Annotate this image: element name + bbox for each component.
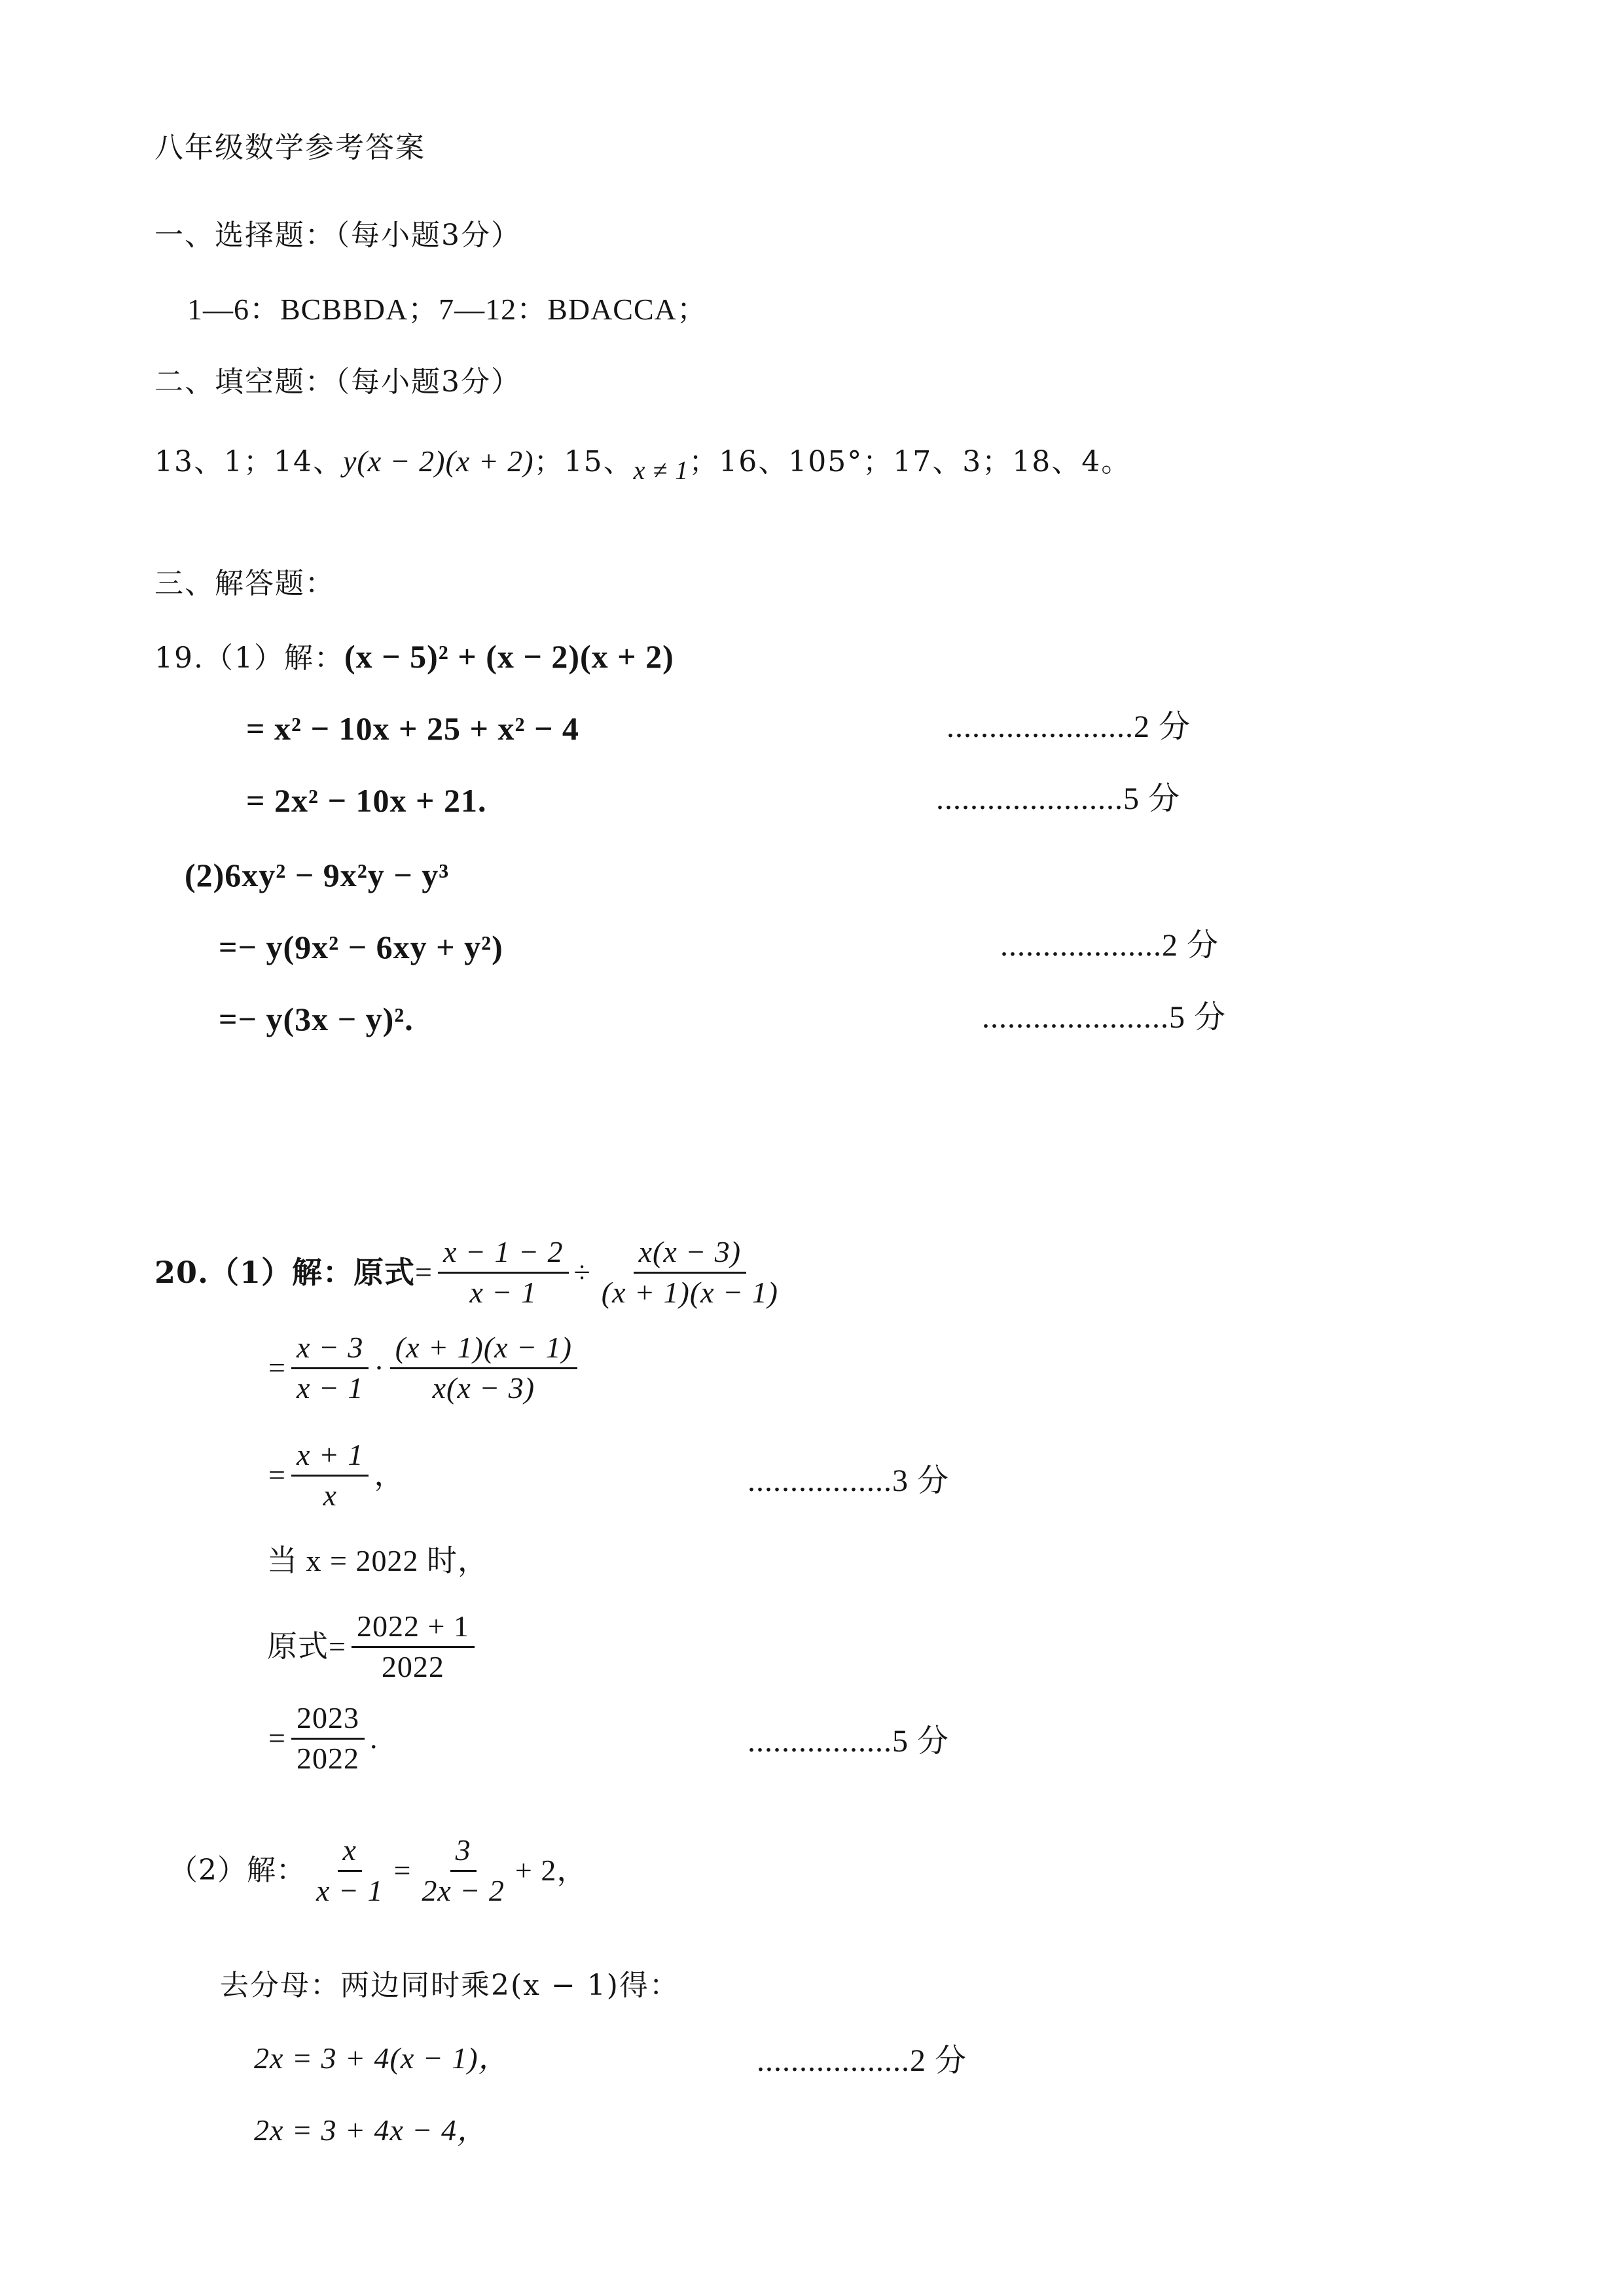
- equals-sign: =: [393, 1854, 412, 1888]
- equals-sign: =: [415, 1255, 433, 1289]
- answer-13-14-label: 13、1；14、: [154, 445, 343, 478]
- q19-p1-score-2: ......................2 分: [947, 709, 1191, 744]
- q20-when-x: 当 x = 2022 时，: [267, 1544, 488, 1577]
- equals-sign: =: [268, 1351, 286, 1385]
- equals-sign: =: [268, 1458, 286, 1492]
- q20-l3-fraction: $\frac{x + 1}{x}$: [291, 1439, 369, 1512]
- original-expression-label: 原式: [267, 1630, 329, 1664]
- divide-sign: ÷: [573, 1255, 591, 1289]
- comma: ，: [374, 1458, 405, 1492]
- q20-label: 20.（1）解：原式: [154, 1255, 416, 1291]
- q20-p1-score-5: .................5 分: [748, 1724, 950, 1759]
- q20-l2-fraction-2: $\frac{(x + 1)(x - 1)}{x(x - 3)}$: [390, 1331, 577, 1405]
- multiply-dot: ·: [374, 1351, 385, 1385]
- answer-16-18: ；16、105°；17、3；18、4。: [689, 445, 1132, 478]
- answer-14-expression: y(x − 2)(x + 2): [342, 444, 534, 478]
- equals-sign: =: [268, 1721, 286, 1755]
- page-title: 八年级数学参考答案: [154, 131, 425, 164]
- q19-label: 19.（1）解：: [154, 641, 344, 675]
- section-3-heading: 三、解答题：: [154, 567, 335, 600]
- section-1-heading: 一、选择题：（每小题3分）: [154, 219, 521, 252]
- q20-p2-step-description: 去分母：两边同时乘2(x − 1)得：: [220, 1969, 679, 2002]
- q19-p1-step2: = 2x² − 10x + 21.: [246, 782, 487, 819]
- q19-p2-score-2: ...................2 分: [1000, 928, 1219, 963]
- q20-p2-fraction-2: $\frac{3}{2x - 2}$: [422, 1833, 505, 1907]
- q20-p2-equation: [169, 1834, 587, 1907]
- q20-p1-line5: [267, 1610, 480, 1683]
- q20-p2-step2: 2x = 3 + 4x − 4，: [254, 2113, 488, 2147]
- q20-p1-line2: [268, 1331, 583, 1405]
- q20-p1-line1: [154, 1236, 789, 1309]
- multiple-choice-answers: 1—6：BCBBDA；7—12：BDACCA；: [187, 293, 708, 326]
- q20-l2-fraction-1: $\frac{x - 3}{x - 1}$: [291, 1331, 369, 1405]
- q20-p2-tail: + 2，: [514, 1854, 588, 1888]
- q20-l1-fraction-2: $\frac{x(x - 3)}{(x + 1)(x - 1)}$: [601, 1235, 778, 1309]
- fill-blank-answers: [154, 444, 1132, 485]
- q19-p2-step2: =− y(3x − y)².: [219, 1001, 414, 1037]
- q19-part1: [154, 640, 674, 673]
- q20-p2-fraction-1: $\frac{x}{x - 1}$: [316, 1833, 384, 1907]
- q20-p1-score-3: .................3 分: [748, 1463, 950, 1498]
- q20-l5-fraction: $\frac{2022 + 1}{2022}$: [352, 1610, 475, 1683]
- q19-p2-step1: =− y(9x² − 6xy + y²): [219, 929, 503, 965]
- q19-p1-score-5: ......................5 分: [936, 781, 1181, 816]
- q20-l6-fraction: $\frac{2023}{2022}$: [291, 1702, 365, 1775]
- q20-p2-step1: 2x = 3 + 4(x − 1)，: [254, 2041, 509, 2075]
- period: .: [369, 1721, 378, 1755]
- q20-l1-fraction-1: $\frac{x - 1 - 2}{x - 1}$: [438, 1236, 569, 1309]
- q20-p1-line3: [268, 1439, 405, 1512]
- q20-p1-line6: [268, 1702, 378, 1775]
- answer-15-label: ；15、: [533, 445, 634, 478]
- section-2-heading: 二、填空题：（每小题3分）: [154, 365, 521, 399]
- q19-p1-expression: (x − 5)² + (x − 2)(x + 2): [344, 638, 674, 675]
- q20-p2-label: （2）解：: [169, 1854, 306, 1888]
- answer-15-expression: x ≠ 1: [633, 456, 689, 485]
- q20-p2-score-2: ..................2 分: [757, 2043, 967, 2078]
- q19-p2-expression: (2)6xy² − 9x²y − y³: [185, 857, 450, 893]
- q19-p1-step1: = x² − 10x + 25 + x² − 4: [246, 710, 579, 747]
- equals-sign: =: [329, 1630, 346, 1664]
- q19-p2-score-5: ......................5 分: [982, 1000, 1227, 1035]
